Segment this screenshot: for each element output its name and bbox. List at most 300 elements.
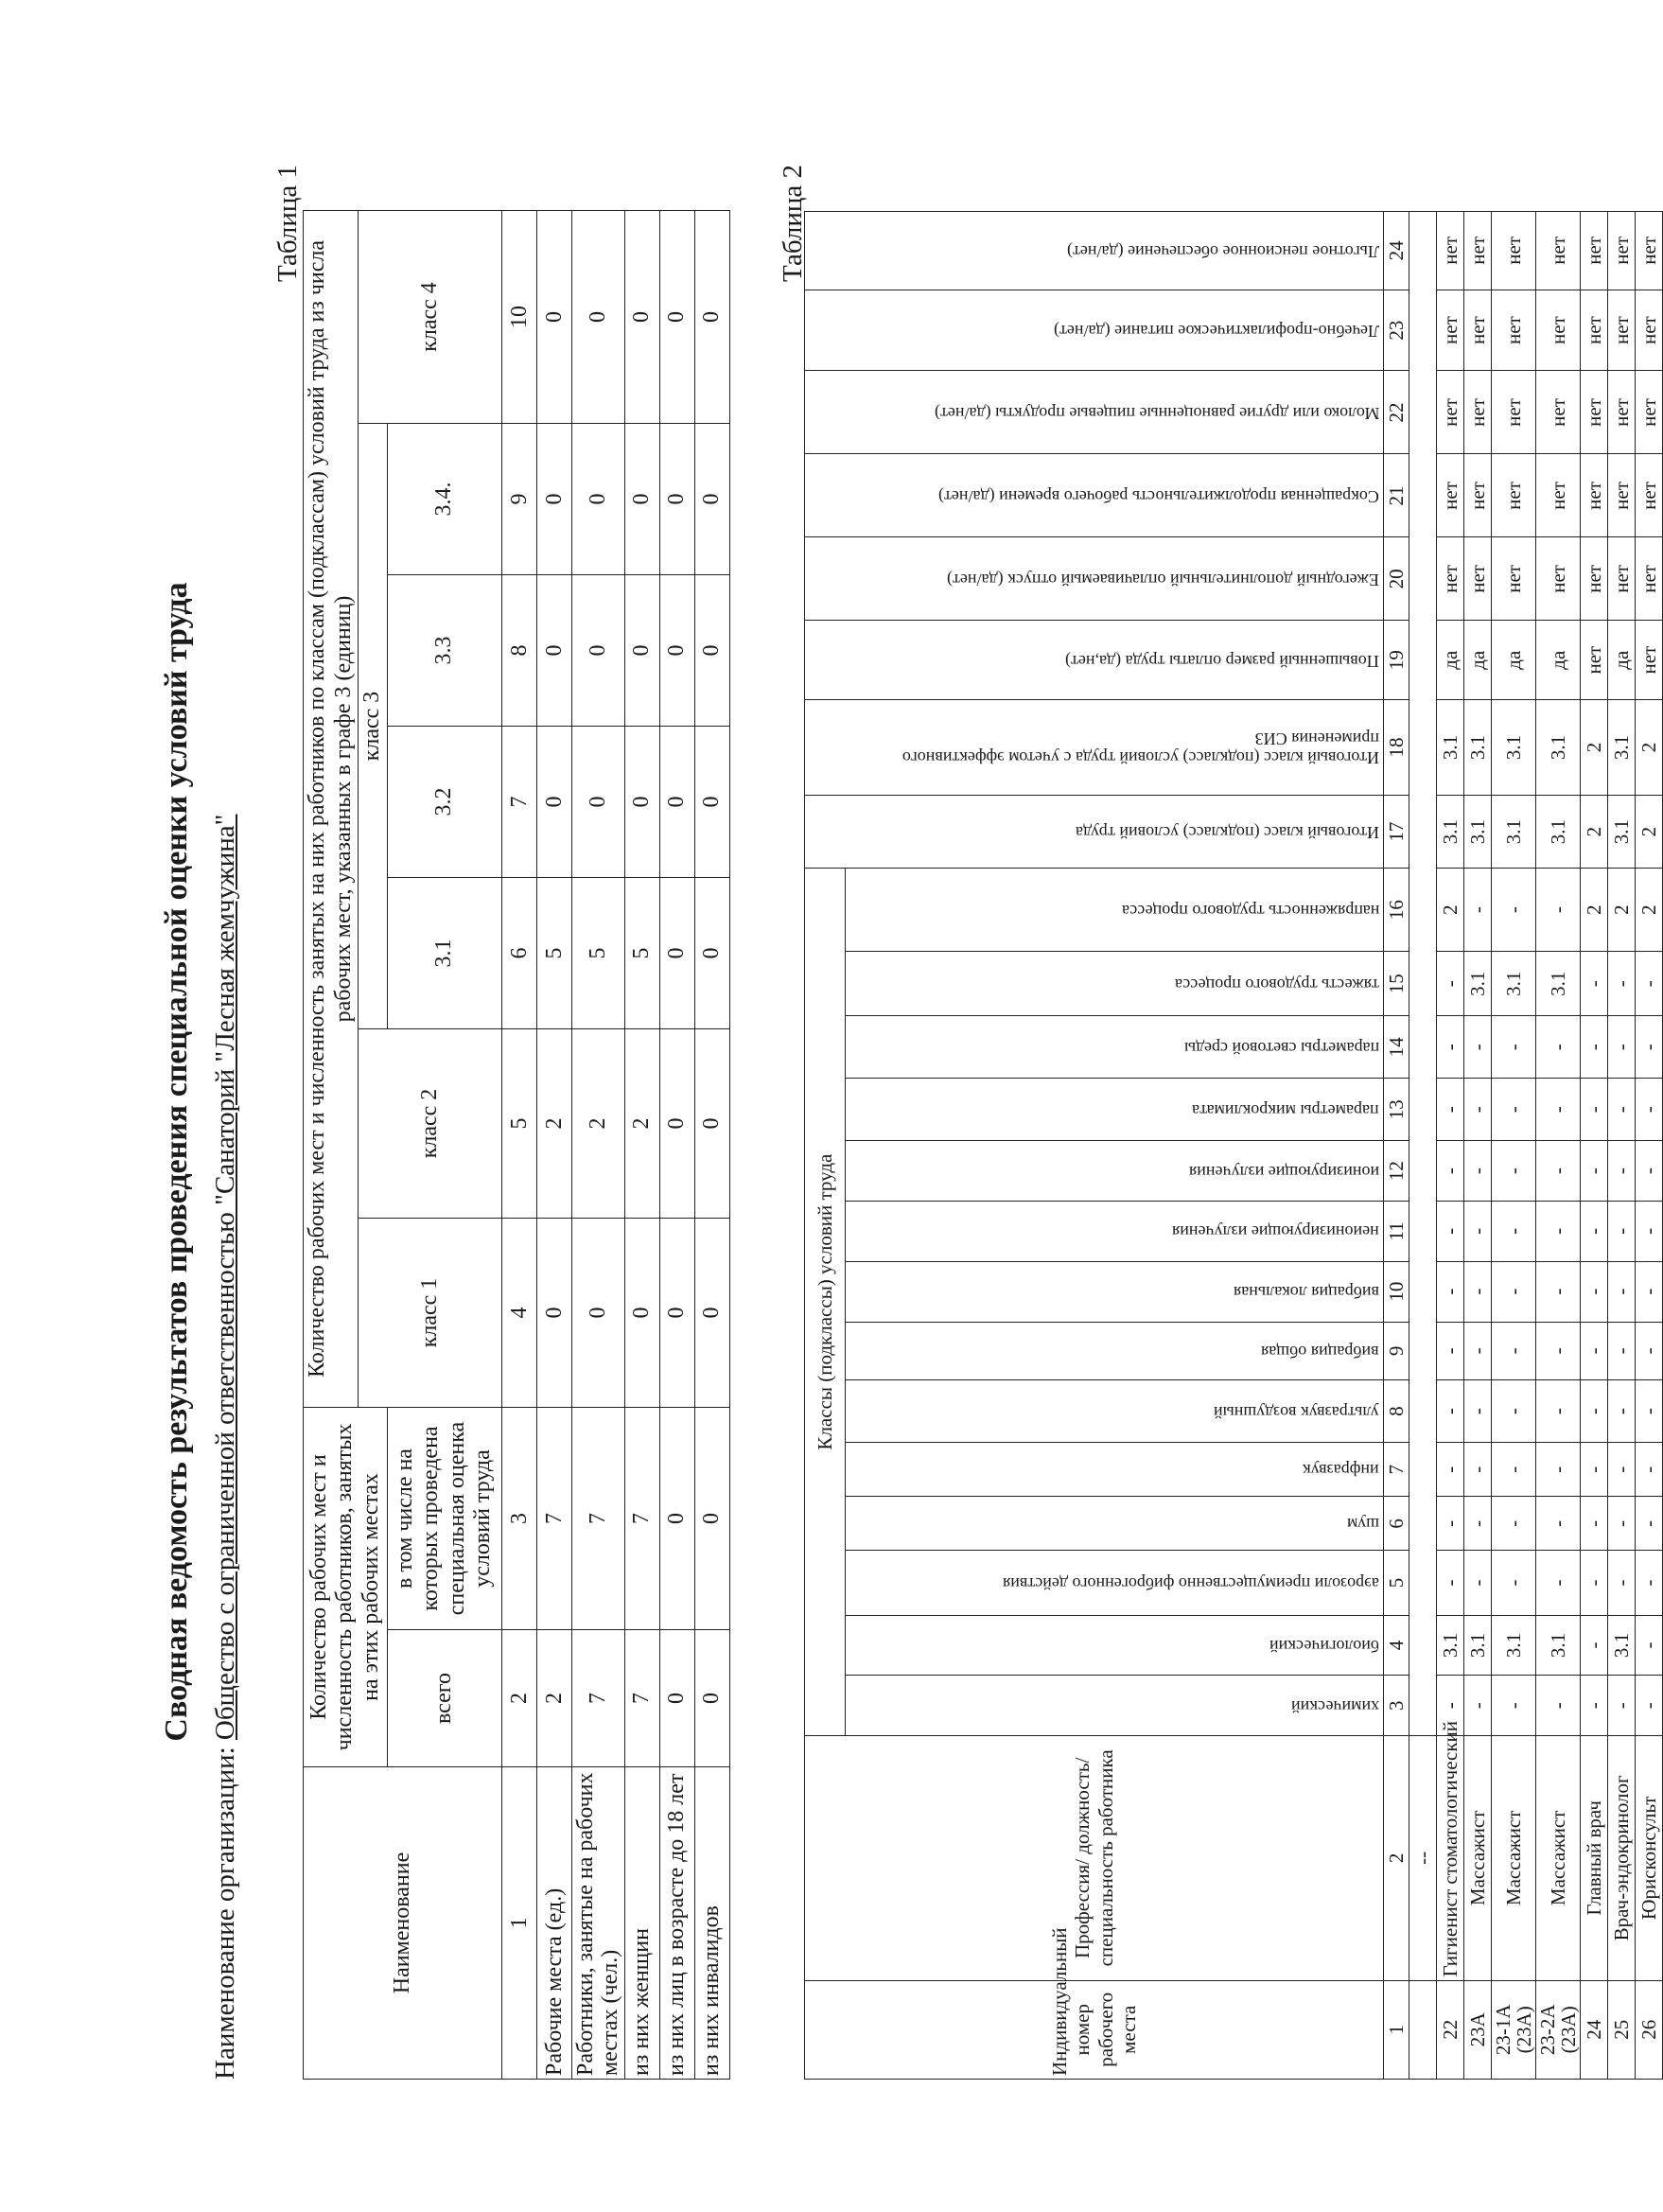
t2-profession: Массажист: [1464, 1736, 1492, 1980]
t2-colnum: 5: [1384, 1551, 1409, 1615]
t2-cell: -: [1437, 1380, 1464, 1443]
t2-colnum: 19: [1384, 621, 1409, 700]
t2-header-final-class: Итоговый класс (подкласс) условий труда: [805, 796, 1384, 869]
t2-cell: -: [1581, 1016, 1608, 1079]
t2-cell: 3.1: [1536, 1615, 1581, 1676]
t1-header-c31: 3.1: [387, 878, 501, 1029]
t2-cell: -: [1636, 1079, 1663, 1141]
t2-cell: -: [1437, 1497, 1464, 1551]
t2-cell: -: [1581, 1079, 1608, 1141]
t2-workplace-id: 26: [1636, 1980, 1663, 2079]
t1-header-class3: класс 3: [359, 424, 388, 1029]
t1-cell: 0: [659, 878, 694, 1029]
t2-cell: -: [1536, 1141, 1581, 1202]
t2-colnum: 23: [1384, 290, 1409, 371]
t2-cell: -: [1464, 1676, 1492, 1736]
t2-cell: -: [1536, 1079, 1581, 1141]
t2-cell: 2: [1636, 796, 1663, 869]
t2-cell: да: [1437, 621, 1464, 700]
t2-cell: нет: [1492, 212, 1536, 290]
t2-cell: -: [1492, 1676, 1536, 1736]
t2-workplace-id: 25: [1608, 1980, 1636, 2079]
t2-cell: -: [1536, 1202, 1581, 1262]
t2-cell: нет: [1536, 371, 1581, 454]
t2-cell: 2: [1608, 869, 1636, 952]
t1-colnum: 9: [501, 424, 536, 575]
t2-header-vibration-general: вибрация общая: [846, 1322, 1384, 1380]
t2-cell: 2: [1581, 869, 1608, 952]
t2-cell: нет: [1536, 537, 1581, 621]
t1-row-name: Рабочие места (ед.): [536, 1767, 571, 2080]
organization-line: [210, 814, 241, 2080]
t2-cell: -: [1492, 869, 1536, 952]
t2-cell: нет: [1608, 371, 1636, 454]
t2-cell: нет: [1437, 212, 1464, 290]
t2-workplace-id: 23-1А (23А): [1492, 1980, 1536, 2079]
organization-name: Общество с ограниченной ответственностью "Санаторий "Лесная жемчужина": [210, 814, 240, 1741]
t2-workplace-id: 23-2А (23А): [1536, 1980, 1581, 2079]
t2-cell: -: [1636, 1676, 1663, 1736]
t2-cell: да: [1464, 621, 1492, 700]
t2-header-leave: Ежегодный дополнительный оплачиваемый отпуск (да/нет): [805, 537, 1384, 621]
t2-cell: нет: [1636, 212, 1663, 290]
t1-cell: 2: [571, 1029, 624, 1219]
t2-body: [1437, 212, 1663, 2080]
t2-cell: 3.1: [1492, 796, 1536, 869]
t2-header-vibration-local: вибрация локальная: [846, 1261, 1384, 1322]
t2-cell: -: [1636, 1141, 1663, 1202]
t2-cell: -: [1536, 1443, 1581, 1497]
t2-workplace-id: 22: [1437, 1980, 1464, 2079]
t1-cell: 0: [694, 575, 729, 727]
t2-cell: нет: [1636, 290, 1663, 371]
t1-cell: 0: [659, 1029, 694, 1219]
t2-cell: -: [1581, 1261, 1608, 1322]
t2-cell: -: [1636, 1016, 1663, 1079]
t2-cell: -: [1492, 1551, 1536, 1615]
t2-cell: -: [1536, 1497, 1581, 1551]
t1-colnum: 6: [501, 878, 536, 1029]
t2-cell: -: [1437, 1016, 1464, 1079]
t2-cell: -: [1464, 1551, 1492, 1615]
t1-header-by-class: Количество рабочих мест и численность занятых на них работников по классам (подклассам) условий труда из числа рабочих мест, указанных в графе 3 (единиц): [304, 210, 359, 1407]
t2-cell: -: [1536, 1016, 1581, 1079]
t2-colnum: 1: [1384, 1980, 1409, 2079]
t2-colnum: 13: [1384, 1079, 1409, 1141]
t2-cell: -: [1636, 1380, 1663, 1443]
t1-cell: 0: [624, 575, 659, 727]
t2-profession: Массажист: [1536, 1736, 1581, 1980]
t1-row-name: из них женщин: [624, 1767, 659, 2080]
t1-cell: 0: [659, 575, 694, 727]
t2-profession: Гигиенист стоматологический: [1437, 1736, 1464, 1980]
table1-label: Таблица 1: [272, 164, 303, 282]
t2-cell: да: [1492, 621, 1536, 700]
t2-cell: -: [1437, 1676, 1464, 1736]
t2-cell: -: [1608, 1322, 1636, 1380]
t2-cell: нет: [1636, 621, 1663, 700]
t1-header-name: Наименование: [304, 1767, 502, 2080]
table-row: [624, 210, 659, 2079]
t2-cell: -: [1437, 1261, 1464, 1322]
t2-cell: да: [1608, 621, 1636, 700]
t2-header-infrasound: инфразвук: [846, 1443, 1384, 1497]
table-row: [1581, 212, 1608, 2080]
t1-header-total: всего: [387, 1630, 501, 1767]
t2-cell: 3.1: [1608, 699, 1636, 795]
t2-cell: 3.1: [1464, 796, 1492, 869]
t2-header-microclimate: параметры микроклимата: [846, 1079, 1384, 1141]
t2-cell: -: [1492, 1079, 1536, 1141]
t1-header-class2: класс 2: [359, 1029, 502, 1219]
t2-header-aerosols: аэрозоли преимущественно фиброгенного действия: [846, 1551, 1384, 1615]
t2-header-nonionizing: неионизирующие излучения: [846, 1202, 1384, 1262]
t2-cell: -: [1636, 1615, 1663, 1676]
t2-header-ultrasound: ультразвук воздушный: [846, 1380, 1384, 1443]
t1-row-name: Работники, занятые на рабочих местах (чел.): [571, 1767, 624, 2080]
t2-cell: -: [1492, 1141, 1536, 1202]
t2-cell: -: [1492, 1016, 1536, 1079]
t2-cell: нет: [1581, 290, 1608, 371]
t2-cell: 3.1: [1536, 796, 1581, 869]
t2-cell: нет: [1608, 454, 1636, 537]
t2-cell: -: [1608, 1380, 1636, 1443]
t1-column-numbers: [501, 210, 536, 2079]
t2-cell: 2: [1437, 869, 1464, 952]
t1-cell: 5: [536, 878, 571, 1029]
t1-colnum: 1: [501, 1767, 536, 2080]
t1-header-workplaces: Количество рабочих мест и численность работников, занятых на этих рабочих местах: [304, 1408, 388, 1767]
t2-cell: -: [1581, 1443, 1608, 1497]
t2-cell: 3.1: [1437, 796, 1464, 869]
t2-cell: -: [1464, 1497, 1492, 1551]
t2-cell: -: [1464, 1380, 1492, 1443]
t2-cell: нет: [1464, 212, 1492, 290]
workplaces-table: [804, 211, 1663, 2080]
t1-cell: 0: [536, 424, 571, 575]
t2-cell: нет: [1581, 537, 1608, 621]
t2-cell: -: [1581, 1141, 1608, 1202]
t2-cell: 2: [1636, 699, 1663, 795]
t1-cell: 2: [536, 1029, 571, 1219]
t2-cell: -: [1636, 1322, 1663, 1380]
t2-cell: 3.1: [1437, 699, 1464, 795]
t2-cell: -: [1608, 1497, 1636, 1551]
t2-cell: нет: [1636, 454, 1663, 537]
t2-header-chemical: химический: [846, 1676, 1384, 1736]
t2-cell: нет: [1437, 537, 1464, 621]
t2-cell: -: [1608, 1016, 1636, 1079]
table-row: [1492, 212, 1536, 2080]
t1-cell: 0: [659, 727, 694, 878]
t1-cell: 0: [659, 1630, 694, 1767]
t2-cell: нет: [1636, 537, 1663, 621]
t2-header-pay: Повышенный размер оплаты труда (да,нет): [805, 621, 1384, 700]
t2-cell: нет: [1581, 454, 1608, 537]
t2-cell: 2: [1636, 869, 1663, 952]
t1-row-name: из них инвалидов: [694, 1767, 729, 2080]
t1-colnum: 8: [501, 575, 536, 727]
t1-cell: 2: [536, 1630, 571, 1767]
t2-separator-empty: [1409, 1980, 1437, 2079]
t2-cell: 2: [1581, 699, 1608, 795]
t1-cell: 0: [571, 424, 624, 575]
t2-colnum: 18: [1384, 699, 1409, 795]
t2-cell: -: [1536, 869, 1581, 952]
t2-cell: -: [1464, 869, 1492, 952]
t2-separator: --: [1409, 1736, 1437, 1980]
t2-cell: нет: [1464, 537, 1492, 621]
t2-cell: нет: [1608, 290, 1636, 371]
t2-cell: -: [1581, 952, 1608, 1016]
t2-cell: -: [1464, 1443, 1492, 1497]
t2-cell: нет: [1536, 290, 1581, 371]
t2-header-profession: Профессия/ должность/ специальность работника: [805, 1736, 1384, 1980]
table-row: [1536, 212, 1581, 2080]
t1-cell: 0: [659, 1219, 694, 1408]
t1-row-name: из них лиц в возрасте до 18 лет: [659, 1767, 694, 2080]
t1-cell: 0: [694, 727, 729, 878]
t2-colnum: 16: [1384, 869, 1409, 952]
t2-cell: 3.1: [1464, 1615, 1492, 1676]
t2-cell: нет: [1581, 212, 1608, 290]
t2-header-intensity: напряженность трудового процесса: [846, 869, 1384, 952]
t2-cell: -: [1437, 952, 1464, 1016]
table-row: [1636, 212, 1663, 2080]
t2-cell: -: [1636, 1551, 1663, 1615]
t2-cell: -: [1581, 1615, 1608, 1676]
t2-cell: -: [1581, 1202, 1608, 1262]
t2-colnum: 12: [1384, 1141, 1409, 1202]
t2-cell: нет: [1581, 371, 1608, 454]
t2-cell: 3.1: [1608, 1615, 1636, 1676]
t2-cell: -: [1492, 1202, 1536, 1262]
table-row: [1437, 212, 1464, 2080]
t2-workplace-id: 24: [1581, 1980, 1608, 2079]
t2-colnum: 20: [1384, 537, 1409, 621]
t2-profession: Массажист: [1492, 1736, 1536, 1980]
t2-cell: нет: [1608, 212, 1636, 290]
t1-cell: 0: [571, 1219, 624, 1408]
t2-workplace-id: 23А: [1464, 1980, 1492, 2079]
t2-cell: -: [1492, 1322, 1536, 1380]
t1-cell: 0: [624, 727, 659, 878]
t1-cell: 0: [624, 424, 659, 575]
t2-separator-row: [1409, 212, 1437, 2080]
t1-cell: 7: [536, 1408, 571, 1630]
t2-cell: -: [1581, 1322, 1608, 1380]
t2-colnum: 21: [1384, 454, 1409, 537]
t2-cell: 3.1: [1492, 1615, 1536, 1676]
t2-header-id: Индивидуальный номер рабочего места: [805, 1980, 1384, 2079]
t2-cell: нет: [1492, 371, 1536, 454]
t1-cell: 7: [571, 1630, 624, 1767]
t1-cell: 0: [694, 1630, 729, 1767]
t2-colnum: 10: [1384, 1261, 1409, 1322]
t2-cell: -: [1536, 1322, 1581, 1380]
t2-cell: -: [1536, 1676, 1581, 1736]
t2-cell: -: [1608, 1141, 1636, 1202]
t2-cell: -: [1581, 1551, 1608, 1615]
t2-cell: 3.1: [1536, 699, 1581, 795]
t1-colnum: 2: [501, 1630, 536, 1767]
t2-cell: 3.1: [1437, 1615, 1464, 1676]
t2-colnum: 9: [1384, 1322, 1409, 1380]
t1-colnum: 3: [501, 1408, 536, 1630]
t2-cell: -: [1464, 1141, 1492, 1202]
table-row: [1464, 212, 1492, 2080]
t2-cell: -: [1608, 1261, 1636, 1322]
t1-cell: 0: [624, 210, 659, 423]
t2-cell: -: [1437, 1141, 1464, 1202]
t2-cell: 2: [1581, 796, 1608, 869]
t2-cell: -: [1437, 1322, 1464, 1380]
t2-cell: -: [1536, 1261, 1581, 1322]
t2-cell: да: [1536, 621, 1581, 700]
t1-cell: 0: [624, 1219, 659, 1408]
t1-header-class1: класс 1: [359, 1219, 502, 1408]
t2-header-pension: Льготное пенсионное обеспечение (да/нет): [805, 212, 1384, 290]
t2-header-noise: шум: [846, 1497, 1384, 1551]
t1-cell: 5: [624, 878, 659, 1029]
t2-cell: -: [1464, 1016, 1492, 1079]
t2-colnum: 24: [1384, 212, 1409, 290]
t2-cell: -: [1581, 1676, 1608, 1736]
t1-cell: 7: [624, 1408, 659, 1630]
t2-cell: нет: [1536, 454, 1581, 537]
t2-cell: -: [1492, 1261, 1536, 1322]
t2-cell: -: [1636, 1202, 1663, 1262]
t2-cell: -: [1464, 1322, 1492, 1380]
t2-header-ionizing: ионизирующие излучения: [846, 1141, 1384, 1202]
t2-cell: нет: [1437, 371, 1464, 454]
t2-header-short-time: Сокращенная продолжительность рабочего времени (да/нет): [805, 454, 1384, 537]
t1-header-c34: 3.4.: [387, 424, 501, 575]
t1-cell: 7: [571, 1408, 624, 1630]
document-title: Сводная ведомость результатов проведения специальной оценки условий труда: [159, 582, 194, 1742]
t1-cell: 0: [659, 1408, 694, 1630]
t2-cell: нет: [1437, 290, 1464, 371]
t1-cell: 0: [571, 210, 624, 423]
t2-cell: -: [1608, 1202, 1636, 1262]
t2-cell: -: [1437, 1079, 1464, 1141]
t1-cell: 0: [536, 727, 571, 878]
t2-header-light: параметры световой среды: [846, 1016, 1384, 1079]
t1-cell: 0: [694, 1029, 729, 1219]
t2-header-final-class-siz: Итоговый класс (подкласс) условий труда с учетом эффективного применения СИЗ: [805, 699, 1384, 795]
t1-colnum: 10: [501, 210, 536, 423]
t2-colnum: 22: [1384, 371, 1409, 454]
t2-cell: 3.1: [1464, 952, 1492, 1016]
summary-table: [303, 210, 730, 2080]
t1-cell: 0: [659, 210, 694, 423]
t1-cell: 0: [536, 575, 571, 727]
t2-cell: 3.1: [1492, 699, 1536, 795]
t2-cell: -: [1437, 1443, 1464, 1497]
t1-cell: 0: [694, 878, 729, 1029]
t2-cell: -: [1464, 1202, 1492, 1262]
t2-profession: Врач-эндокринолог: [1608, 1736, 1636, 1980]
t2-cell: -: [1608, 1079, 1636, 1141]
t2-cell: нет: [1492, 290, 1536, 371]
t1-cell: 0: [694, 424, 729, 575]
t2-cell: нет: [1464, 371, 1492, 454]
table-row: [571, 210, 624, 2079]
t1-colnum: 4: [501, 1219, 536, 1408]
t1-cell: 0: [536, 1219, 571, 1408]
table-row: [1608, 212, 1636, 2080]
t2-cell: -: [1536, 1380, 1581, 1443]
t2-header-milk: Молоко или другие равноценные пищевые продукты (да/нет): [805, 371, 1384, 454]
t2-cell: нет: [1581, 621, 1608, 700]
t2-header-severity: тяжесть трудового процесса: [846, 952, 1384, 1016]
t1-cell: 0: [694, 1219, 729, 1408]
t1-cell: 0: [659, 424, 694, 575]
t2-profession: Юрисконсульт: [1636, 1736, 1663, 1980]
t2-cell: -: [1492, 1443, 1536, 1497]
t1-header-class4: класс 4: [359, 210, 502, 423]
t2-header-lpp: Лечебно-профилактическое питание (да/нет): [805, 290, 1384, 371]
table-row: [659, 210, 694, 2079]
t2-cell: -: [1581, 1497, 1608, 1551]
t1-header-c33: 3.3: [387, 575, 501, 727]
t2-cell: -: [1581, 1380, 1608, 1443]
t1-header-assessed: в том числе на которых проведена специальная оценка условий труда: [387, 1408, 501, 1630]
t2-cell: -: [1636, 1497, 1663, 1551]
t2-colnum: 8: [1384, 1380, 1409, 1443]
organization-label: Наименование организации:: [210, 1747, 240, 2080]
t1-cell: 0: [694, 210, 729, 423]
t2-colnum: 15: [1384, 952, 1409, 1016]
t2-header-classes: Классы (подклассы) условий труда: [805, 869, 846, 1736]
table-row: [536, 210, 571, 2079]
t1-header-c32: 3.2: [387, 727, 501, 878]
t2-colnum: 4: [1384, 1615, 1409, 1676]
t2-colnum: 14: [1384, 1016, 1409, 1079]
t2-cell: нет: [1437, 454, 1464, 537]
t2-colnum: 11: [1384, 1202, 1409, 1262]
t2-cell: нет: [1464, 290, 1492, 371]
t2-cell: нет: [1608, 537, 1636, 621]
t2-cell: нет: [1492, 454, 1536, 537]
t1-cell: 0: [571, 727, 624, 878]
t2-colnum: 3: [1384, 1676, 1409, 1736]
t2-cell: 3.1: [1608, 796, 1636, 869]
t2-colnum: 2: [1384, 1736, 1409, 1980]
t1-colnum: 5: [501, 1029, 536, 1219]
t2-cell: -: [1608, 1443, 1636, 1497]
t2-colnum: 7: [1384, 1443, 1409, 1497]
t2-cell: -: [1437, 1551, 1464, 1615]
t1-cell: 0: [694, 1408, 729, 1630]
t2-cell: 3.1: [1536, 952, 1581, 1016]
t1-cell: 2: [624, 1029, 659, 1219]
t1-cell: 0: [571, 575, 624, 727]
t2-cell: -: [1636, 1261, 1663, 1322]
t2-cell: 3.1: [1464, 699, 1492, 795]
table2-label: Таблица 2: [778, 164, 808, 282]
t2-cell: 3.1: [1492, 952, 1536, 1016]
table-row: [694, 210, 729, 2079]
t2-cell: -: [1608, 952, 1636, 1016]
t2-cell: нет: [1636, 371, 1663, 454]
t2-cell: -: [1608, 1676, 1636, 1736]
t2-cell: нет: [1464, 454, 1492, 537]
t1-cell: 0: [536, 210, 571, 423]
t2-profession: Главный врач: [1581, 1736, 1608, 1980]
t2-colnum: 17: [1384, 796, 1409, 869]
t2-cell: нет: [1536, 212, 1581, 290]
